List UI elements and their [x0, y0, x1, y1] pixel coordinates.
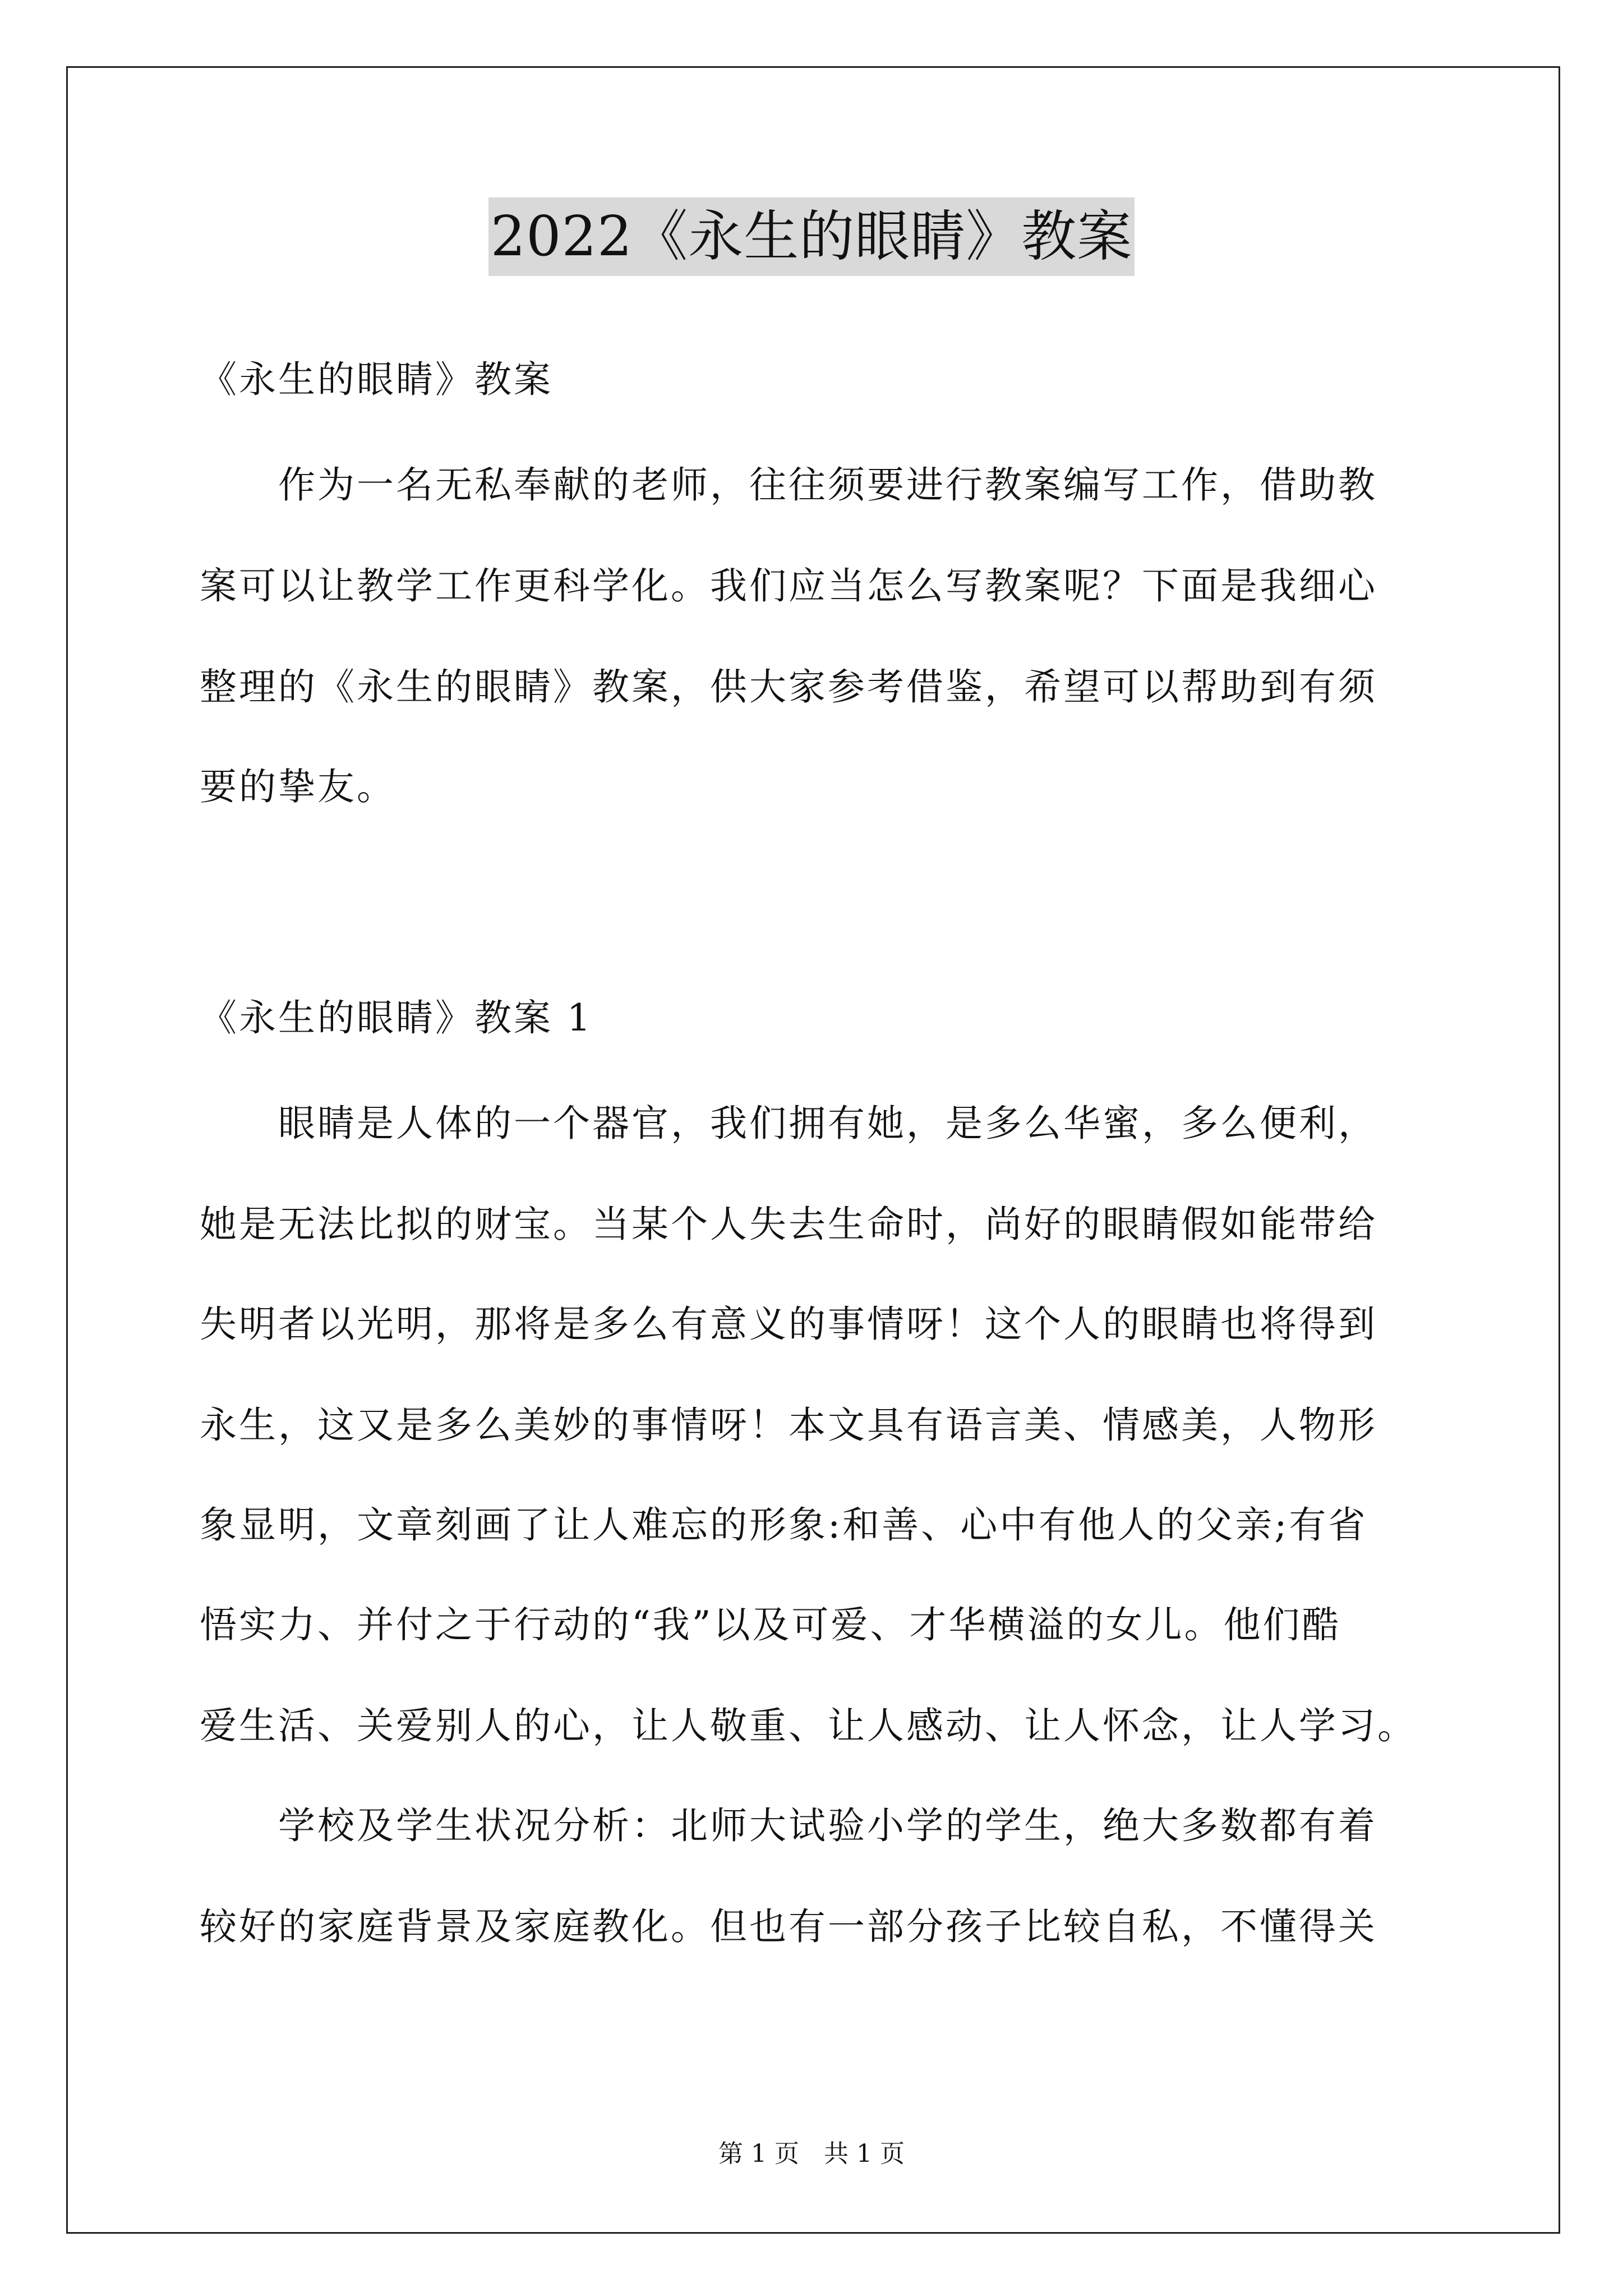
subtitle: 《永生的眼睛》教案 [200, 358, 553, 401]
intro-line: 整理的《永生的眼睛》教案，供大家参考借鉴，希望可以帮助到有须 [200, 665, 1377, 708]
body-line: 眼睛是人体的一个器官，我们拥有她，是多么华蜜，多么便利， [278, 1102, 1377, 1145]
page-footer: 第 1 页 共 1 页 [718, 2139, 905, 2168]
body-line: 爱生活、关爱别人的心，让人敬重、让人感动、让人怀念，让人学习。 [200, 1704, 1417, 1747]
document-title: 2022《永生的眼睛》教案 [488, 197, 1135, 276]
intro-line: 作为一名无私奉献的老师，往往须要进行教案编写工作，借助教 [278, 463, 1377, 507]
section-heading: 《永生的眼睛》教案 1 [200, 996, 593, 1039]
body-line: 她是无法比拟的财宝。当某个人失去生命时，尚好的眼睛假如能带给 [200, 1203, 1377, 1246]
body-line: 象显明，文章刻画了让人难忘的形象:和善、心中有他人的父亲;有省 [200, 1503, 1368, 1547]
body-line: 悟实力、并付之于行动的“我”以及可爱、才华横溢的女儿。他们酷 [200, 1603, 1341, 1646]
title-wrap [0, 197, 1623, 276]
body-line: 失明者以光明，那将是多么有意义的事情呀！这个人的眼睛也将得到 [200, 1303, 1377, 1346]
body-line: 学校及学生状况分析：北师大试验小学的学生，绝大多数都有着 [278, 1804, 1377, 1847]
body-line: 较好的家庭背景及家庭教化。但也有一部分孩子比较自私，不懂得关 [200, 1905, 1377, 1948]
body-line: 永生，这又是多么美妙的事情呀！本文具有语言美、情感美，人物形 [200, 1404, 1377, 1447]
intro-line: 要的挚友。 [200, 765, 396, 808]
intro-line: 案可以让教学工作更科学化。我们应当怎么写教案呢？下面是我细心 [200, 564, 1377, 608]
